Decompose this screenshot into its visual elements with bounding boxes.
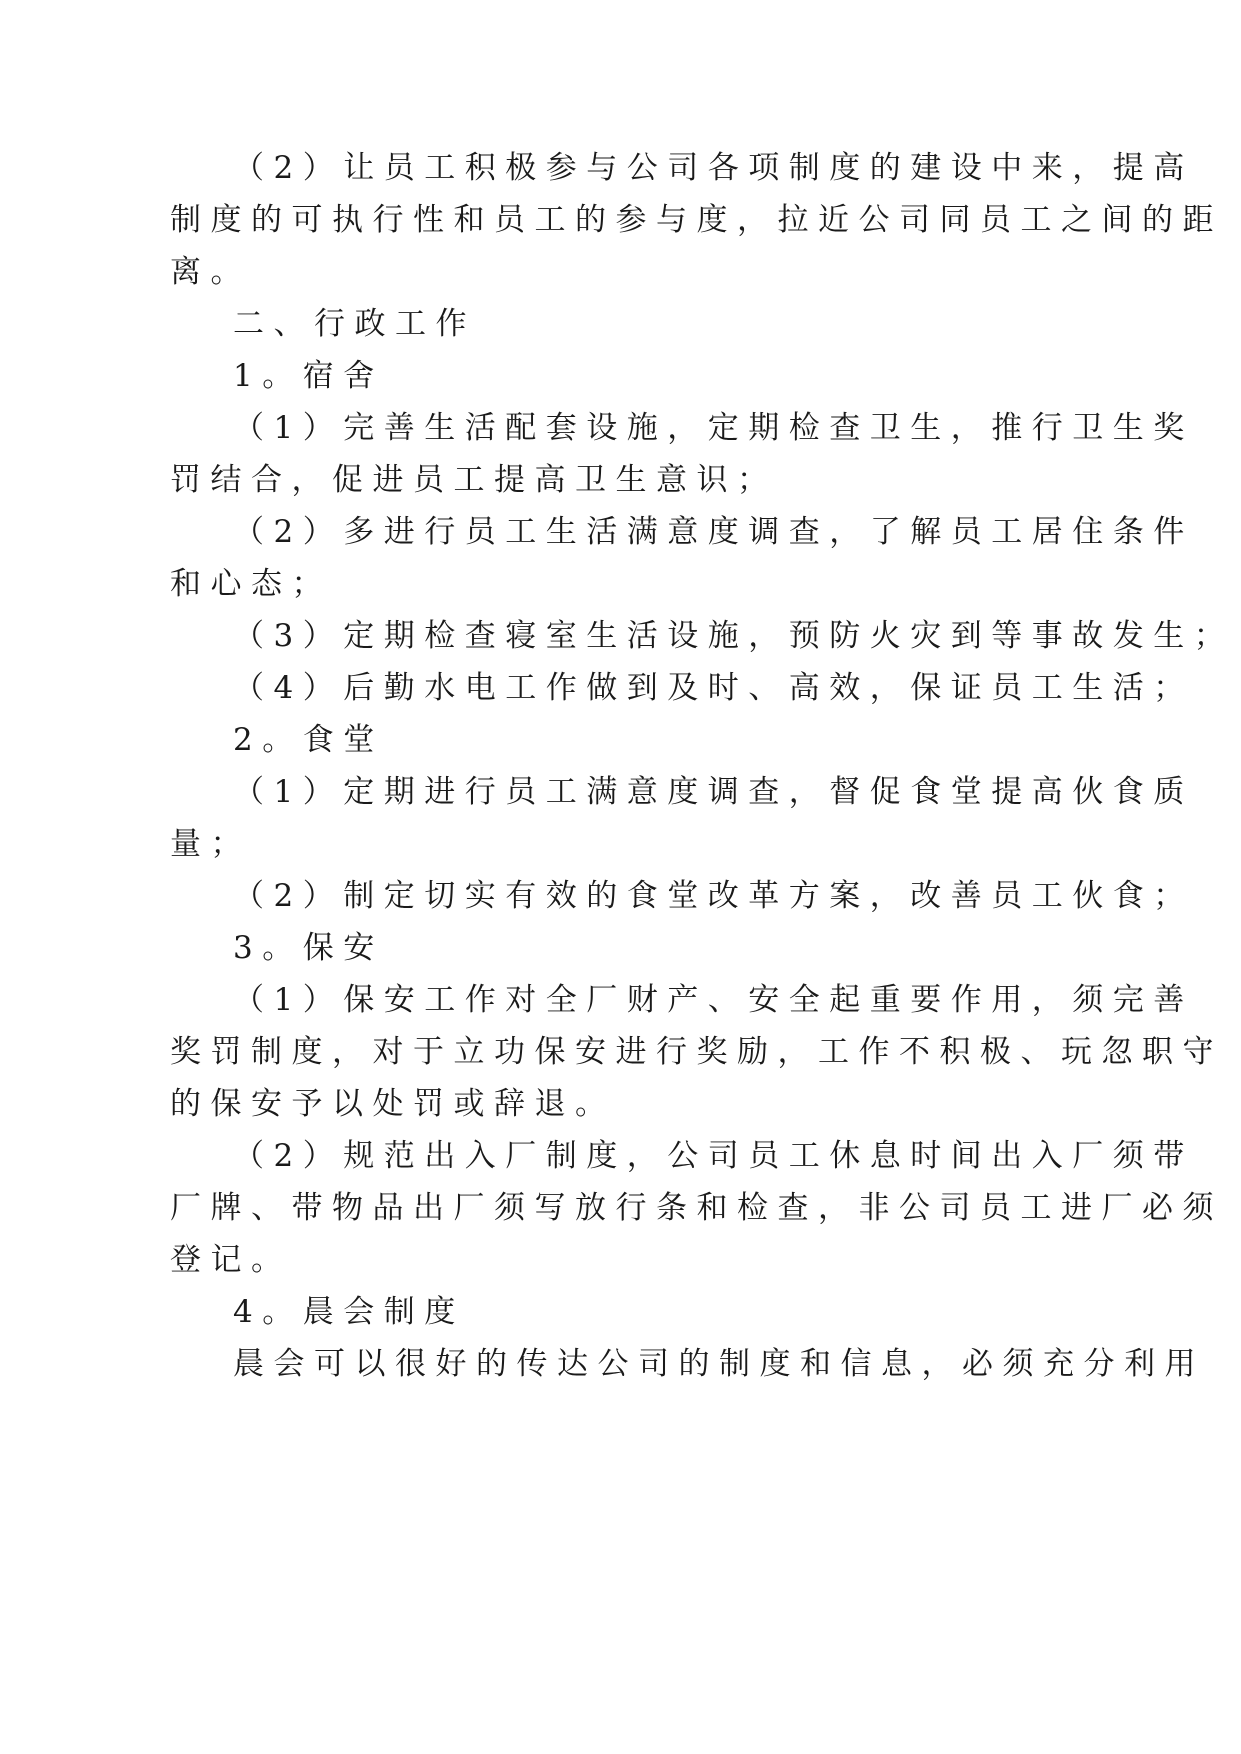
- paragraph-line: 制度的可执行性和员工的参与度，拉近公司同员工之间的距: [170, 202, 1223, 238]
- paragraph-line: （1）保安工作对全厂财产、安全起重要作用，须完善: [233, 982, 1194, 1018]
- paragraph-line: 登记。: [170, 1242, 292, 1278]
- subsection-heading: 1。宿舍: [233, 358, 384, 394]
- paragraph-line: （2）多进行员工生活满意度调查，了解员工居住条件: [233, 514, 1194, 550]
- paragraph-line: 和心态；: [170, 566, 332, 602]
- paragraph-line: 离。: [170, 254, 251, 290]
- paragraph-line: 厂牌、带物品出厂须写放行条和检查，非公司员工进厂必须: [170, 1190, 1223, 1226]
- paragraph-line: （2）让员工积极参与公司各项制度的建设中来，提高: [233, 150, 1194, 186]
- paragraph-line: （2）规范出入厂制度，公司员工休息时间出入厂须带: [233, 1138, 1194, 1174]
- paragraph-line: （2）制定切实有效的食堂改革方案，改善员工伙食；: [233, 878, 1194, 914]
- paragraph-line: 奖罚制度，对于立功保安进行奖励，工作不积极、玩忽职守: [170, 1034, 1223, 1070]
- subsection-heading: 4。晨会制度: [233, 1294, 465, 1330]
- paragraph-line: 罚结合，促进员工提高卫生意识；: [170, 462, 778, 498]
- subsection-heading: 2。食堂: [233, 722, 384, 758]
- paragraph-line: （3）定期检查寝室生活设施，预防火灾到等事故发生；: [233, 618, 1235, 654]
- section-heading: 二、行政工作: [233, 306, 476, 342]
- paragraph-line: （1）完善生活配套设施，定期检查卫生，推行卫生奖: [233, 410, 1194, 446]
- paragraph-line: 的保安予以处罚或辞退。: [170, 1086, 616, 1122]
- subsection-heading: 3。保安: [233, 930, 384, 966]
- paragraph-line: 晨会可以很好的传达公司的制度和信息，必须充分利用: [233, 1346, 1205, 1382]
- paragraph-line: （4）后勤水电工作做到及时、高效，保证员工生活；: [233, 670, 1194, 706]
- paragraph-line: （1）定期进行员工满意度调查，督促食堂提高伙食质: [233, 774, 1194, 810]
- paragraph-line: 量；: [170, 826, 251, 862]
